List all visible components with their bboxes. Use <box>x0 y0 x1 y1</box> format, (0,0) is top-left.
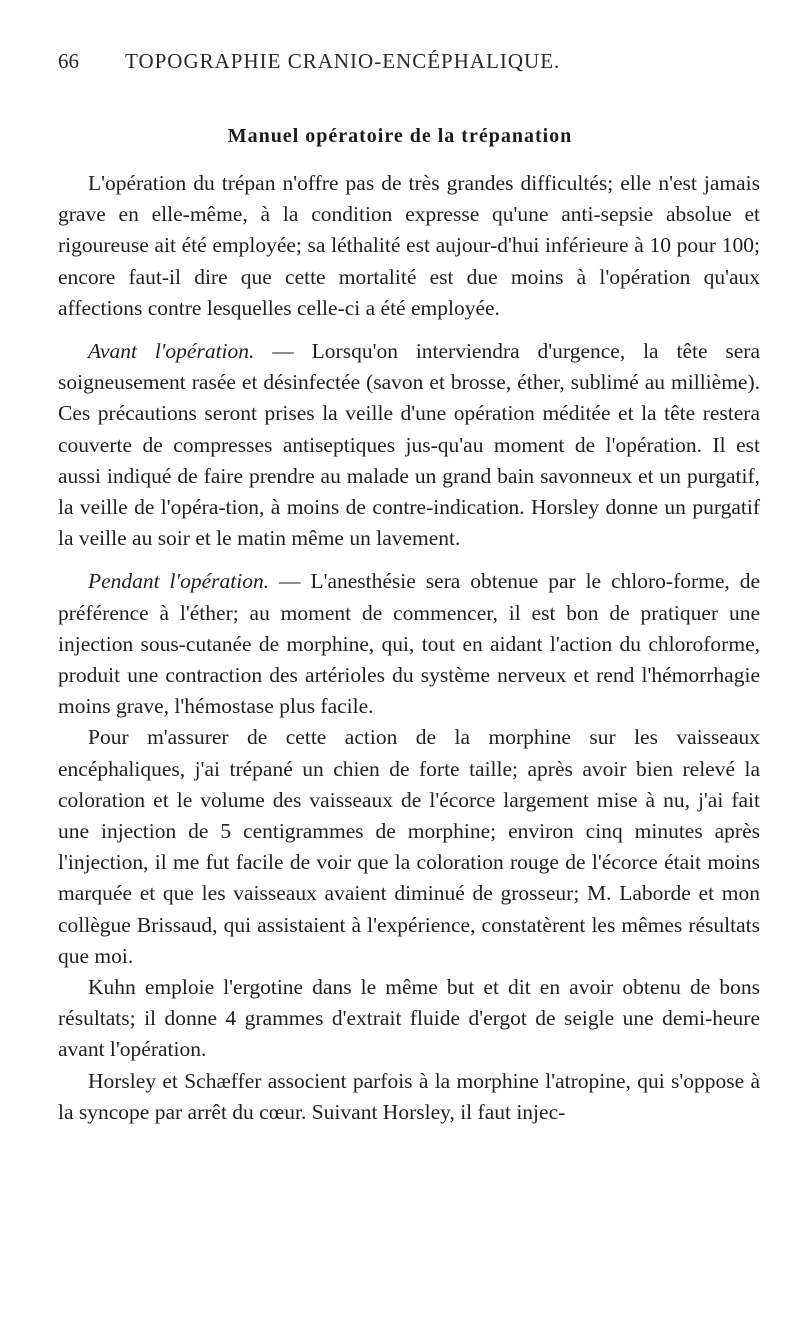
paragraph-lead: Pendant l'opération. <box>88 569 270 594</box>
paragraph-pendant-operation <box>58 566 760 722</box>
body-text <box>58 168 760 1128</box>
paragraph-intro <box>58 168 760 324</box>
paragraph-lead: Avant l'opération. <box>88 339 255 364</box>
paragraph-text: L'opération du trépan n'offre pas de très grandes difficultés; elle n'est jamais grave en elle-même, à la condition expresse qu'une anti-sepsie absolue et rigoureuse ait été employée; sa léthalité est aujour-d'hui inférieure à 10 pour 100; encore faut-il dire que cette mortalité est due moins à l'opération qu'aux affections contre lesquelles celle-ci a été employée. <box>58 171 760 320</box>
paragraph-kuhn-ergotine <box>58 972 760 1066</box>
page-number: 66 <box>58 49 79 73</box>
paragraph-avant-operation <box>58 336 760 554</box>
paragraph-text: Horsley et Schæffer associent parfois à la morphine l'atropine, qui s'oppose à la syncope par arrêt du cœur. Suivant Horsley, il faut injec- <box>58 1068 760 1124</box>
running-title: TOPOGRAPHIE CRANIO-ENCÉPHALIQUE. <box>125 49 561 73</box>
paragraph-atropine <box>58 1066 760 1128</box>
paragraph-text: — L'anesthésie sera obtenue par le chloro-forme, de préférence à l'éther; au moment de commencer, il est bon de pratiquer une injection sous-cutanée de morphine, qui, tout en aidant l'action du chloroforme, produit une contraction des artérioles du système nerveux et rend l'hémorrhagie moins grave, l'hémostase plus facile. <box>58 569 761 719</box>
paragraph-text: — Lorsqu'on interviendra d'urgence, la tête sera soigneusement rasée et désinfectée (savon et brosse, éther, sublimé au millième). Ces précautions seront prises la veille d'une opération méditée et la tête restera couverte de compresses antiseptiques jus-qu'au moment de l'opération. Il est aussi indiqué de faire prendre au malade un grand bain savonneux et un purgatif, la veille de l'opéra-tion, à moins de contre-indication. Horsley donne un purgatif la veille au soir et le matin même un lavement. <box>58 339 760 551</box>
section-title: Manuel opératoire de la trépanation <box>227 125 573 147</box>
paragraph-text: Kuhn emploie l'ergotine dans le même but et dit en avoir obtenu de bons résultats; il donne 4 grammes d'extrait fluide d'ergot de seigle une demi-heure avant l'opération. <box>58 975 760 1062</box>
paragraph-text: Pour m'assurer de cette action de la morphine sur les vaisseaux encéphaliques, j'ai trépané un chien de forte taille; après avoir bien relevé la coloration et le volume des vaisseaux de l'écorce largement mise à nu, j'ai fait une injection de 5 centigrammes de morphine; environ cinq minutes après l'injection, il me fut facile de voir que la coloration rouge de l'écorce était moins marquée et que les vaisseaux avaient diminué de grosseur; M. Laborde et mon collègue Brissaud, qui assistaient à l'expérience, constatèrent les mêmes résultats que moi. <box>58 725 760 968</box>
paragraph-morphine-experiment <box>58 722 760 972</box>
